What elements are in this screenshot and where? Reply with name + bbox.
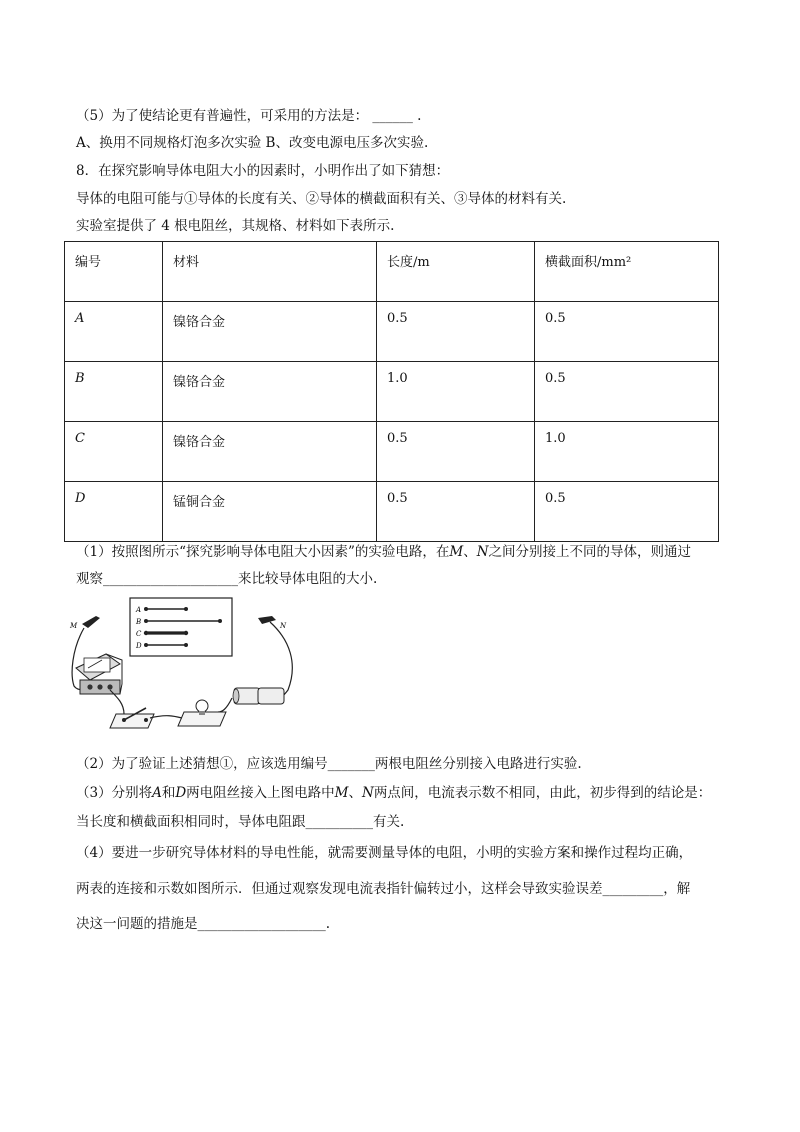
- cell-area: 0.5: [535, 302, 719, 362]
- cell-area: 0.5: [535, 362, 719, 422]
- cell-material: 镍铬合金: [163, 422, 377, 482]
- q5-options: A、换用不同规格灯泡多次实验 B、改变电源电压多次实验.: [76, 135, 429, 151]
- wire-label-a: A: [136, 606, 142, 614]
- m-label: M: [70, 622, 78, 630]
- header-material: 材料: [163, 242, 377, 302]
- p3-line-a: （3）分别将A和D两电阻丝接入上图电路中M、N两点间，电流表示数不相同，由此，初步得到的结论是：: [76, 785, 712, 801]
- table-row: [65, 362, 719, 422]
- cell-id: C: [65, 422, 163, 482]
- m-clip-icon: [82, 616, 100, 628]
- p4-line-c: 决这一问题的措施是___________________.: [76, 916, 331, 932]
- cell-length: 0.5: [377, 422, 535, 482]
- cell-material: 锰铜合金: [163, 482, 377, 542]
- wire-board-icon: [130, 598, 232, 656]
- resistance-wire-table: [64, 241, 719, 542]
- wire-label-c: C: [136, 630, 142, 638]
- cell-length: 0.5: [377, 482, 535, 542]
- q5-line: （5）为了使结论更有普遍性，可采用的方法是： ______ .: [76, 108, 422, 124]
- table-header-row: [65, 242, 719, 302]
- cell-id: B: [65, 362, 163, 422]
- table-row: [65, 422, 719, 482]
- q8-line: 8．在探究影响导体电阻大小的因素时，小明作出了如下猜想：: [76, 163, 450, 179]
- battery-icon: [233, 688, 284, 704]
- wire-label-b: B: [136, 618, 142, 626]
- p1-line-b: 观察____________________来比较导体电阻的大小.: [76, 571, 378, 587]
- p3-line-b: 当长度和横截面积相同时，导体电阻跟__________有关.: [76, 814, 405, 830]
- cell-material: 镍铬合金: [163, 362, 377, 422]
- bulb-icon: [178, 700, 226, 726]
- p4-line-a: （4）要进一步研究导体材料的导电性能，就需要测量导体的电阻，小明的实验方案和操作过程均正确，: [76, 845, 693, 861]
- n-clip-icon: [258, 616, 276, 624]
- wire-label-d: D: [136, 642, 142, 650]
- header-id: 编号: [65, 242, 163, 302]
- header-length: 长度/m: [377, 242, 535, 302]
- n-label: N: [280, 622, 287, 630]
- p1-line-a: （1）按照图所示“探究影响导体电阻大小因素”的实验电路，在M、N之间分别接上不同的导体，则通过: [76, 544, 692, 560]
- header-area: 横截面积/mm²: [535, 242, 719, 302]
- table-row: [65, 482, 719, 542]
- p4-line-b: 两表的连接和示数如图所示．但通过观察发现电流表指针偏转过小，这样会导致实验误差_________，解: [76, 881, 691, 897]
- cell-length: 0.5: [377, 302, 535, 362]
- cell-id: A: [65, 302, 163, 362]
- cell-length: 1.0: [377, 362, 535, 422]
- switch-icon: [110, 708, 154, 728]
- table-row: [65, 302, 719, 362]
- cell-material: 镍铬合金: [163, 302, 377, 362]
- p2-line: （2）为了验证上述猜想①，应该选用编号_______两根电阻丝分别接入电路进行实验.: [76, 756, 582, 772]
- ammeter-icon: [76, 654, 122, 694]
- cell-area: 0.5: [535, 482, 719, 542]
- intro-line: 实验室提供了 4 根电阻丝，其规格、材料如下表所示.: [76, 218, 395, 234]
- cell-id: D: [65, 482, 163, 542]
- guess-line: 导体的电阻可能与①导体的长度有关、②导体的横截面积有关、③导体的材料有关.: [76, 191, 567, 207]
- circuit-figure: [66, 594, 316, 730]
- cell-area: 1.0: [535, 422, 719, 482]
